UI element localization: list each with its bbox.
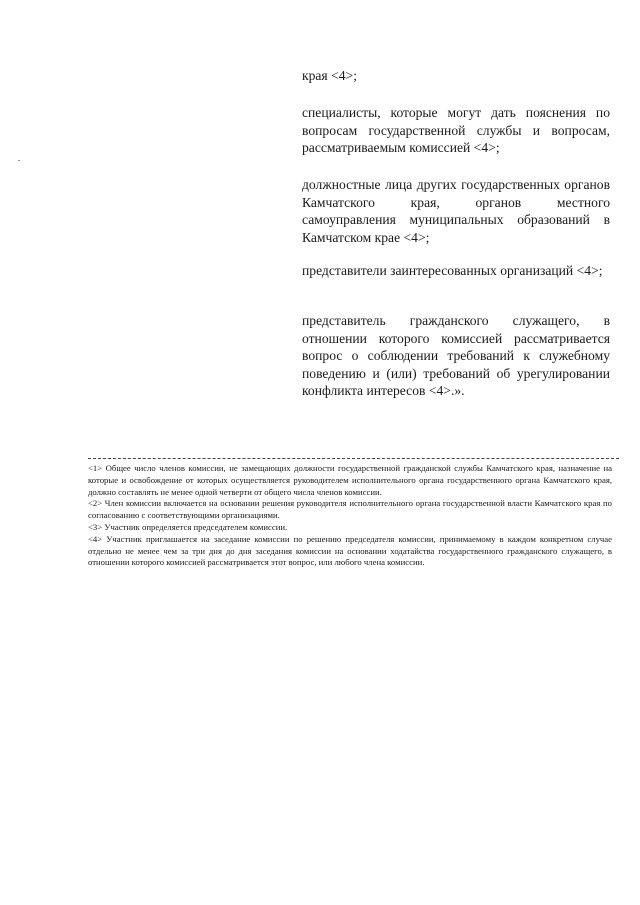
- paragraph-representative: представитель гражданского служащего, в отношении которого комиссией рассматривается вопрос о соблюдении требований к служебному поведению и (или) требований об урегулировании конфликта интересов <4>.».: [302, 313, 610, 398]
- paragraph-organizations: представители заинтересованных организаций <4>;: [302, 263, 603, 278]
- paragraph-specialists: специалисты, которые могут дать пояснения по вопросам государственной службы и вопросам, рассматриваемым комиссией <4>;: [302, 105, 610, 155]
- paragraph-kraya: края <4>;: [302, 68, 357, 83]
- footnote-4: <4> Участник приглашается на заседание комиссии по решению председателя комиссии, принимаемому в каждом конкретном случае отдельно не менее чем за три дня до дня заседания комиссии на основании ходатайства государственного гражданского служащего, в отношении которого комиссией рассматривается этот вопрос, или любого члена комиссии.: [88, 533, 612, 568]
- paragraph-officials: должностные лица других государственных органов Камчатского края, органов местного самоуправления муниципальных образований в Камчатском крае <4>;: [302, 177, 610, 245]
- footnote-3: <3> Участник определяется председателем комиссии.: [88, 521, 288, 532]
- footnote-separator: [88, 458, 619, 459]
- footnotes-block: [88, 463, 612, 569]
- footnote-2: <2> Член комиссии включается на основании решения руководителя исполнительного органа государственной власти Камчатского края по согласованию с соответствующими организациями.: [88, 498, 612, 521]
- scan-speck: [18, 160, 20, 161]
- footnote-1: <1> Общее число членов комиссии, не замещающих должности государственной гражданской службы Камчатского края, назначение на которые и освобождение от которых осуществляется руководителем исполнительного органа государственного органа Камчатского края, должно составлять не менее одной четверти от общего числа членов комиссии.: [88, 463, 612, 497]
